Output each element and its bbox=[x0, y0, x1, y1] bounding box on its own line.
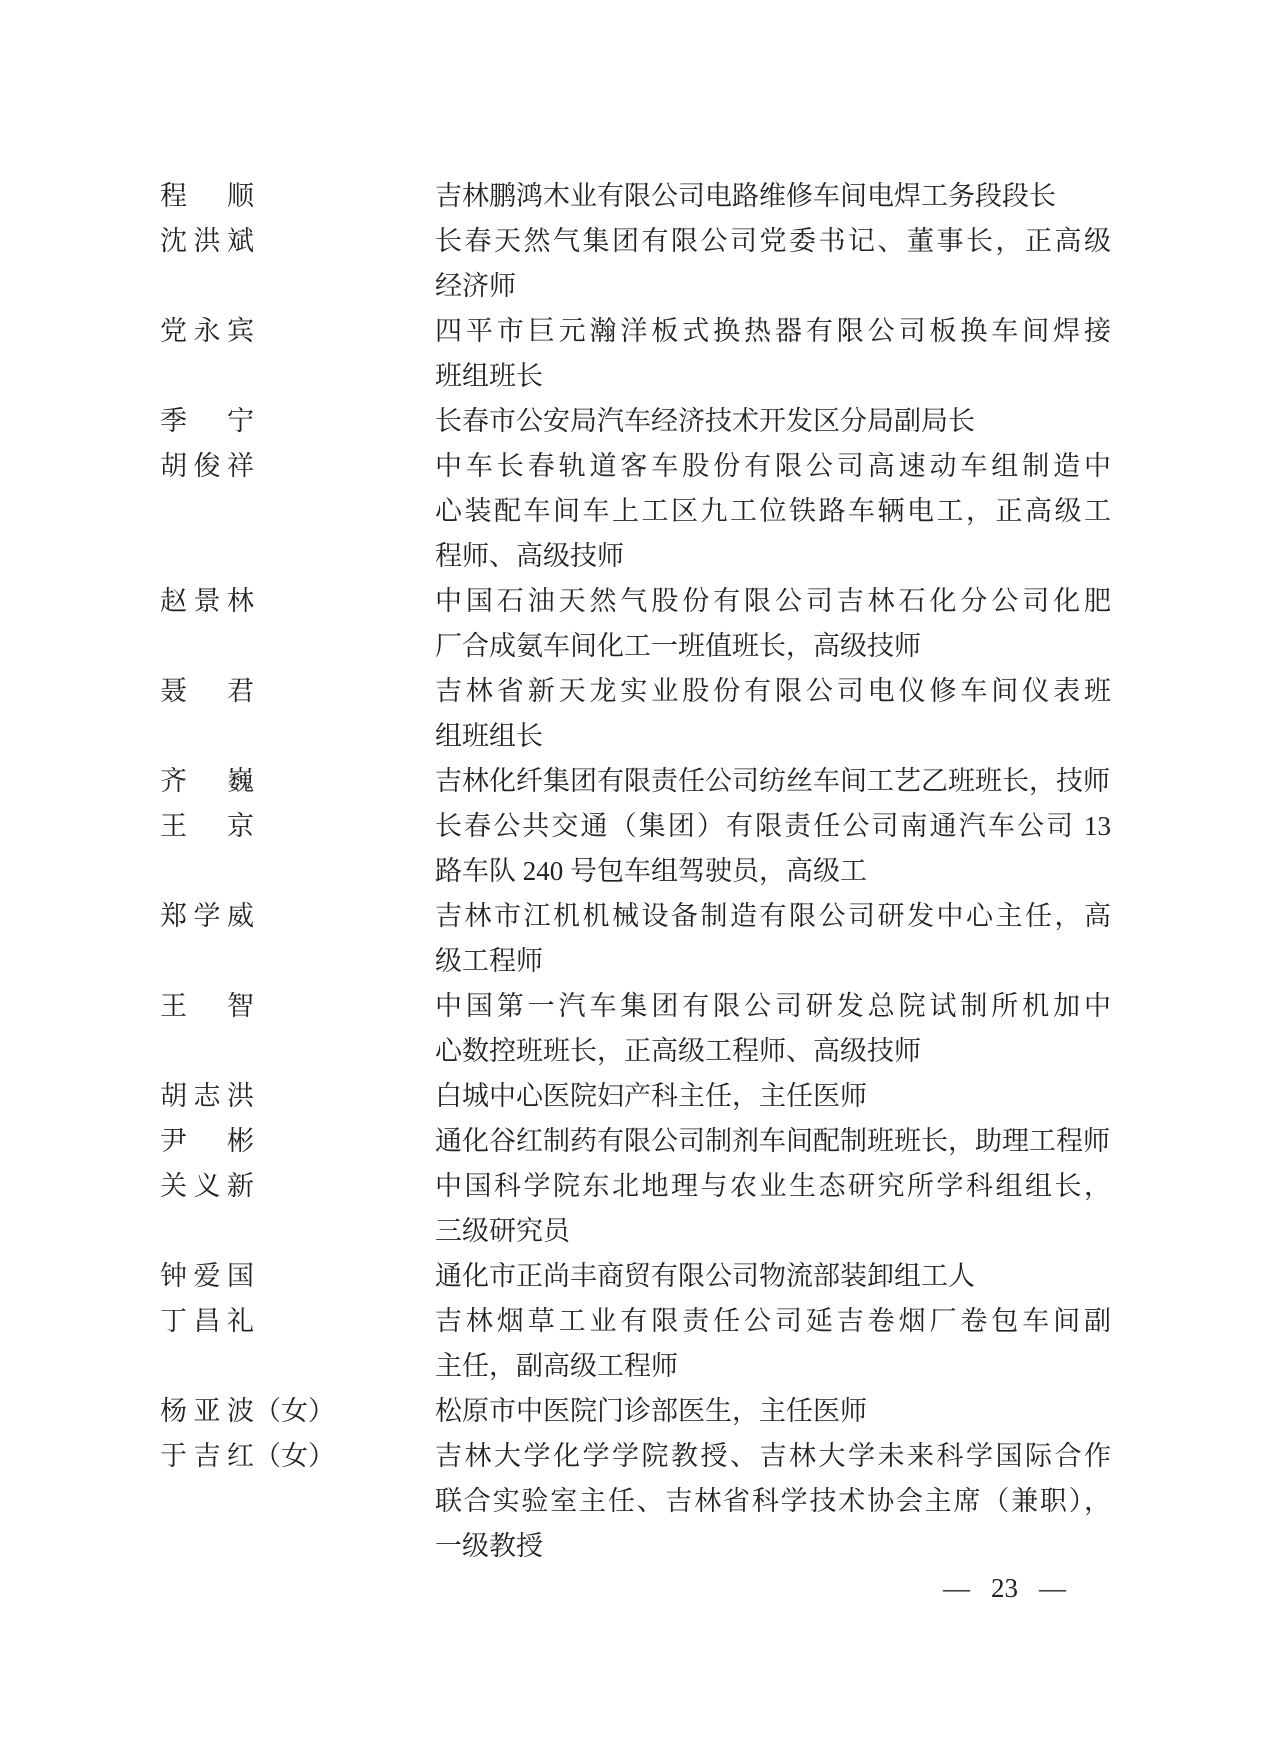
list-item bbox=[160, 1119, 1136, 1164]
person-name: 胡志洪 bbox=[160, 1081, 254, 1111]
job-description bbox=[435, 1119, 1111, 1164]
job-description bbox=[435, 669, 1111, 759]
award-list bbox=[160, 174, 1136, 1569]
person-name: 王 智 bbox=[160, 991, 254, 1021]
list-item bbox=[160, 1389, 1136, 1434]
list-item bbox=[160, 444, 1136, 579]
page-footer bbox=[943, 1572, 1066, 1604]
description-line: 长春天然气集团有限公司党委书记、董事长，正高级 bbox=[435, 226, 1111, 256]
list-item bbox=[160, 984, 1136, 1074]
person-name: 齐 巍 bbox=[160, 766, 254, 796]
page-number: 23 bbox=[991, 1573, 1018, 1603]
job-description bbox=[435, 984, 1111, 1074]
description-line: 经济师 bbox=[435, 271, 516, 301]
list-item bbox=[160, 399, 1136, 444]
description-line: 中车长春轨道客车股份有限公司高速动车组制造中 bbox=[435, 451, 1111, 481]
footer-dash-left: — bbox=[943, 1573, 970, 1603]
person-name: 于吉红 bbox=[160, 1441, 254, 1471]
list-item bbox=[160, 309, 1136, 399]
job-description bbox=[435, 1389, 1111, 1434]
person-name: 郑学威 bbox=[160, 901, 254, 931]
description-line: 一级教授 bbox=[435, 1531, 543, 1561]
gender-label: （女） bbox=[254, 1396, 335, 1426]
job-description bbox=[435, 1074, 1111, 1119]
description-line: 心数控班班长，正高级工程师、高级技师 bbox=[435, 1036, 921, 1066]
job-description bbox=[435, 444, 1111, 579]
job-description bbox=[435, 219, 1111, 309]
description-line: 程师、高级技师 bbox=[435, 541, 624, 571]
list-item bbox=[160, 804, 1136, 894]
description-line: 中国石油天然气股份有限公司吉林石化分公司化肥 bbox=[435, 586, 1111, 616]
person-name: 关义新 bbox=[160, 1171, 254, 1201]
description-line: 长春市公安局汽车经济技术开发区分局副局长 bbox=[435, 406, 975, 436]
description-line: 吉林省新天龙实业股份有限公司电仪修车间仪表班 bbox=[435, 676, 1111, 706]
description-line: 路车队 240 号包车组驾驶员，高级工 bbox=[435, 856, 867, 886]
description-line: 吉林烟草工业有限责任公司延吉卷烟厂卷包车间副 bbox=[435, 1306, 1111, 1336]
description-line: 中国第一汽车集团有限公司研发总院试制所机加中 bbox=[435, 991, 1111, 1021]
job-description bbox=[435, 174, 1111, 219]
person-name: 赵景林 bbox=[160, 586, 254, 616]
list-item bbox=[160, 1164, 1136, 1254]
description-line: 通化市正尚丰商贸有限公司物流部装卸组工人 bbox=[435, 1261, 975, 1291]
list-item bbox=[160, 1434, 1136, 1569]
person-name: 沈洪斌 bbox=[160, 226, 254, 256]
description-line: 厂合成氨车间化工一班值班长，高级技师 bbox=[435, 631, 921, 661]
description-line: 通化谷红制药有限公司制剂车间配制班班长，助理工程师 bbox=[435, 1126, 1110, 1156]
description-line: 四平市巨元瀚洋板式换热器有限公司板换车间焊接 bbox=[435, 316, 1111, 346]
job-description bbox=[435, 1299, 1111, 1389]
description-line: 长春公共交通（集团）有限责任公司南通汽车公司 13 bbox=[435, 811, 1111, 841]
person-name: 杨亚波 bbox=[160, 1396, 254, 1426]
description-line: 组班组长 bbox=[435, 721, 543, 751]
description-line: 中国科学院东北地理与农业生态研究所学科组组长， bbox=[435, 1171, 1111, 1201]
person-name: 季 宁 bbox=[160, 406, 254, 436]
description-line: 主任，副高级工程师 bbox=[435, 1351, 678, 1381]
list-item bbox=[160, 1074, 1136, 1119]
job-description bbox=[435, 894, 1111, 984]
person-name: 王 京 bbox=[160, 811, 254, 841]
job-description bbox=[435, 1164, 1111, 1254]
list-item bbox=[160, 894, 1136, 984]
description-line: 心装配车间车上工区九工位铁路车辆电工，正高级工 bbox=[435, 496, 1111, 526]
description-line: 吉林化纤集团有限责任公司纺丝车间工艺乙班班长，技师 bbox=[435, 766, 1110, 796]
description-line: 松原市中医院门诊部医生，主任医师 bbox=[435, 1396, 867, 1426]
footer-dash-right: — bbox=[1039, 1573, 1066, 1603]
description-line: 白城中心医院妇产科主任，主任医师 bbox=[435, 1081, 867, 1111]
person-name: 钟爱国 bbox=[160, 1261, 254, 1291]
job-description bbox=[435, 1254, 1111, 1299]
description-line: 吉林鹏鸿木业有限公司电路维修车间电焊工务段段长 bbox=[435, 181, 1056, 211]
list-item bbox=[160, 174, 1136, 219]
job-description bbox=[435, 579, 1111, 669]
gender-label: （女） bbox=[254, 1441, 335, 1471]
list-item bbox=[160, 579, 1136, 669]
person-name: 尹 彬 bbox=[160, 1126, 254, 1156]
description-line: 级工程师 bbox=[435, 946, 543, 976]
list-item bbox=[160, 1254, 1136, 1299]
job-description bbox=[435, 399, 1111, 444]
list-item bbox=[160, 759, 1136, 804]
description-line: 班组班长 bbox=[435, 361, 543, 391]
description-line: 吉林市江机机械设备制造有限公司研发中心主任，高 bbox=[435, 901, 1111, 931]
job-description bbox=[435, 759, 1111, 804]
description-line: 吉林大学化学学院教授、吉林大学未来科学国际合作 bbox=[435, 1441, 1111, 1471]
list-item bbox=[160, 1299, 1136, 1389]
person-name: 丁昌礼 bbox=[160, 1306, 254, 1336]
job-description bbox=[435, 804, 1111, 894]
person-name: 胡俊祥 bbox=[160, 451, 254, 481]
list-item bbox=[160, 669, 1136, 759]
description-line: 三级研究员 bbox=[435, 1216, 570, 1246]
job-description bbox=[435, 1434, 1111, 1569]
job-description bbox=[435, 309, 1111, 399]
person-name: 程 顺 bbox=[160, 181, 254, 211]
person-name: 聂 君 bbox=[160, 676, 254, 706]
description-line: 联合实验室主任、吉林省科学技术协会主席（兼职）， bbox=[435, 1486, 1111, 1516]
person-name: 党永宾 bbox=[160, 316, 254, 346]
list-item bbox=[160, 219, 1136, 309]
